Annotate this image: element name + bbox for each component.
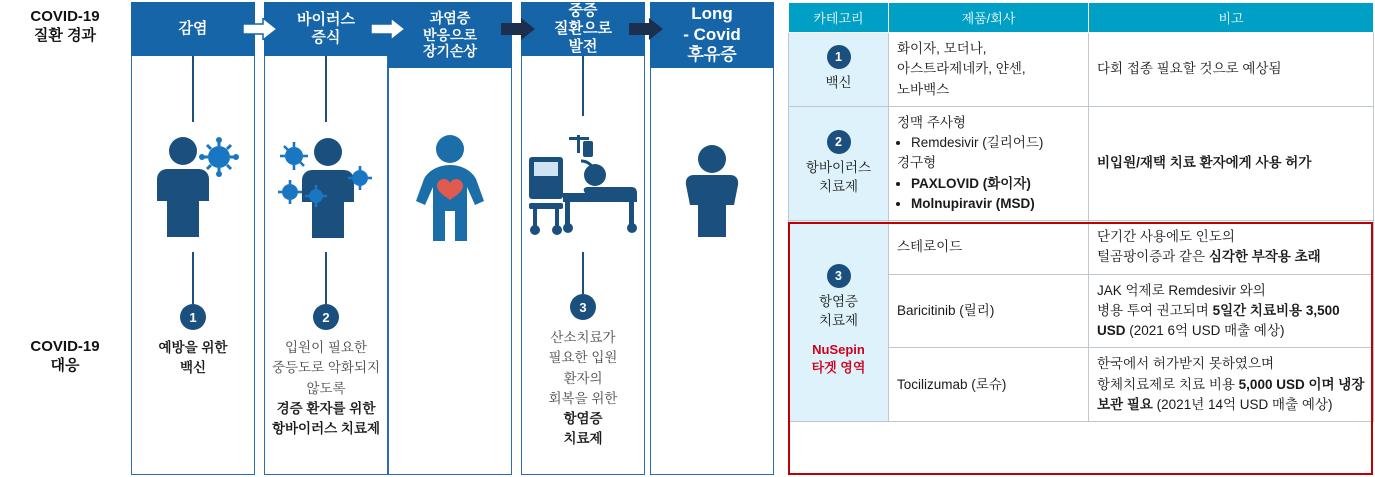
connector-line <box>582 56 584 116</box>
step-badge-3: 3 <box>570 294 596 320</box>
category-badge: 1 <box>827 45 851 69</box>
stage-column-severe-disease <box>521 2 645 475</box>
category-cell <box>789 106 889 220</box>
note-cell: JAK 억제로 Remdesivir 와의 병용 투여 권고되며 5일간 치료비용 3,500 USD (2021 6억 USD 매출 예상) <box>1089 274 1374 348</box>
row-label-group <box>0 0 130 477</box>
response-label: COVID-19 대응 <box>30 338 100 374</box>
treatment-table <box>788 2 1373 422</box>
note-cell: 한국에서 허가받지 못하였으며 항체치료제로 치료 비용 5,000 USD 이며 냉장 보관 필요 (2021년 14억 USD 매출 예상) <box>1089 348 1374 422</box>
stage-columns <box>131 0 780 477</box>
table-header-product: 제품/회사 <box>889 3 1089 33</box>
note-cell: 단기간 사용에도 인도의 털곰팡이증과 같은 심각한 부작용 초래 <box>1089 221 1374 275</box>
stage-header-long-covid: Long - Covid 후유증 <box>650 2 774 68</box>
category-name: 백신 <box>825 75 852 91</box>
product-cell: 화이자, 모더나, 아스트라제네카, 얀센, 노바백스 <box>889 33 1089 107</box>
person-with-virus-icon <box>132 122 254 252</box>
product-cell: Baricitinib (릴리) <box>889 274 1089 348</box>
connector-line <box>582 252 584 294</box>
arrow-right-icon-1 <box>243 18 277 40</box>
note-cell: 다회 접종 필요할 것으로 예상됨 <box>1089 33 1374 107</box>
category-badge: 3 <box>827 264 851 288</box>
category-cell <box>789 221 889 422</box>
category-subnote: NuSepin 타겟 영역 <box>811 342 866 376</box>
stage-header-severe-disease: 중증 질환으로 발전 <box>521 2 645 56</box>
arrow-right-icon-3 <box>501 18 535 40</box>
stage-caption-viral-replication: 입원이 필요한 중등도로 악화되지 않도록 경증 환자를 위한 항바이러스 치료제 <box>271 340 381 436</box>
arrow-right-icon-4 <box>629 18 663 40</box>
stage-column-viral-replication <box>264 2 388 475</box>
table-row <box>789 106 1374 220</box>
connector-line <box>325 252 327 304</box>
table-header-category: 카테고리 <box>789 3 889 33</box>
stage-header-organ-damage: 과염증 반응으로 장기손상 <box>388 2 512 68</box>
stage-header-infection: 감염 <box>131 2 255 56</box>
hospital-bed-ventilator-icon <box>522 122 644 252</box>
stage-column-infection <box>131 2 255 475</box>
table-header-note: 비고 <box>1089 3 1374 33</box>
stage-column-organ-damage <box>388 2 512 475</box>
connector-line <box>192 56 194 122</box>
person-with-multiple-viruses-icon <box>265 122 387 252</box>
person-bowed-head-icon <box>651 122 773 252</box>
connector-line <box>192 252 194 304</box>
table-row <box>789 33 1374 107</box>
product-cell: 스테로이드 <box>889 221 1089 275</box>
person-organ-damage-icon <box>389 122 511 252</box>
table-row <box>789 221 1374 275</box>
step-badge-2: 2 <box>313 304 339 330</box>
product-cell: 정맥 주사형 • Remdesivir (길리어드) 경구형 • PAXLOVID (화이자) • Molnupiravir (MSD) <box>889 106 1089 220</box>
category-name: 항바이러스 치료제 <box>805 159 872 194</box>
stage-header-viral-replication: 바이러스 증식 <box>264 2 388 56</box>
connector-line <box>325 56 327 122</box>
step-badge-1: 1 <box>180 304 206 330</box>
stage-caption-infection: 예방을 위한 백신 <box>158 340 228 376</box>
product-cell: Tocilizumab (로슈) <box>889 348 1089 422</box>
category-cell <box>789 33 889 107</box>
stage-caption-severe-disease: 산소치료가 필요한 입원 환자의 회복을 위한 항염증 치료제 <box>548 330 618 447</box>
note-cell: 비입원/재택 치료 환자에게 사용 허가 <box>1089 106 1374 220</box>
course-label: COVID-19 질환 경과 <box>30 8 100 44</box>
category-name: 항염증 치료제 <box>818 294 859 329</box>
stage-column-long-covid <box>650 2 774 475</box>
arrow-right-icon-2 <box>371 18 405 40</box>
category-badge: 2 <box>827 130 851 154</box>
